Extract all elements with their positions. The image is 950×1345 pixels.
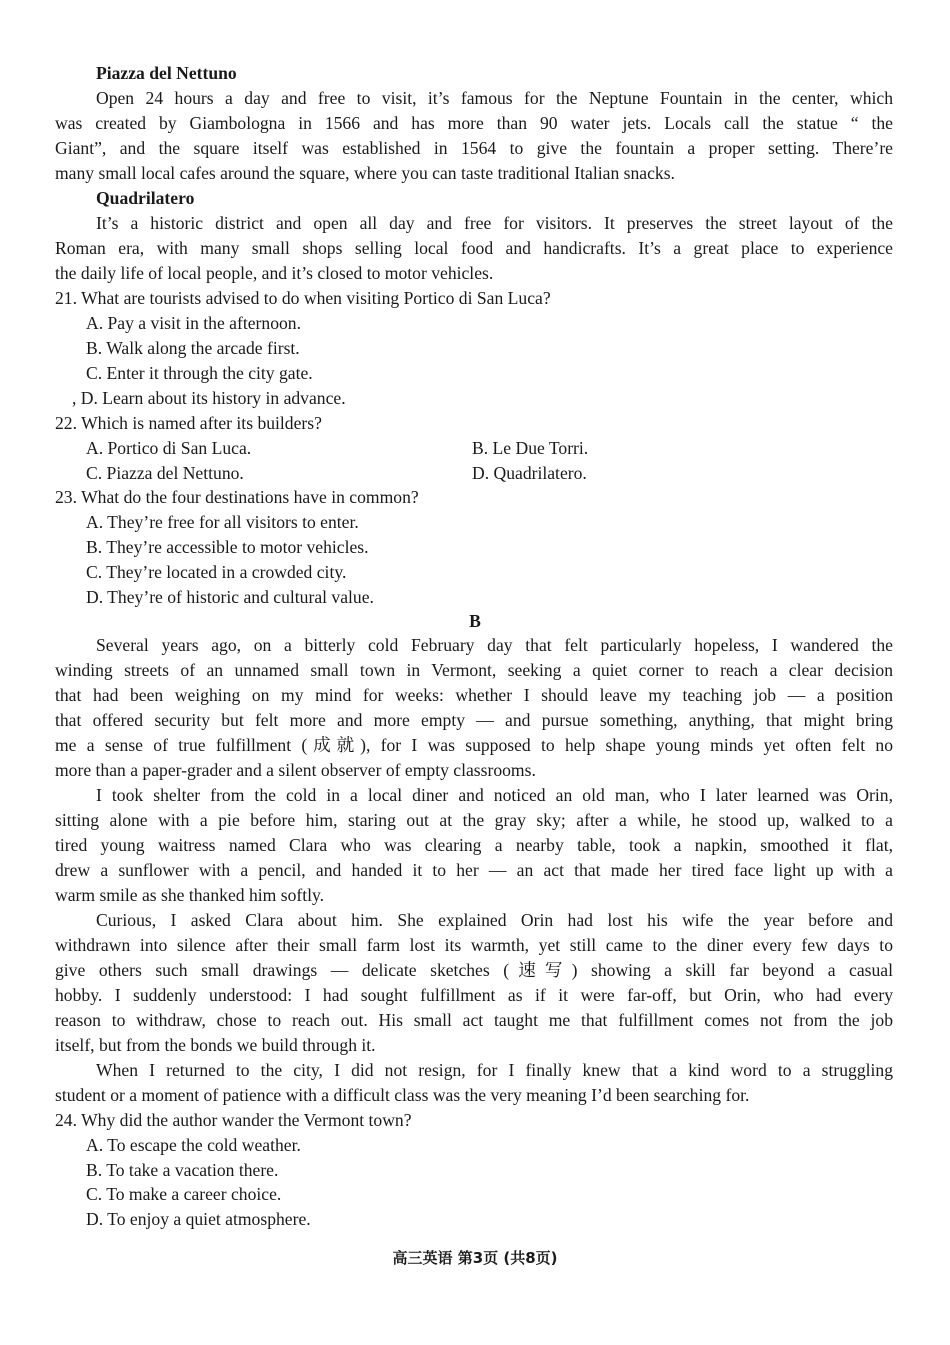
question-22-stem: 22. Which is named after its builders? bbox=[55, 413, 322, 433]
passage-b-label: B bbox=[469, 611, 481, 631]
page-footer: 高三英语 第3页 (共8页) bbox=[392, 1249, 558, 1267]
text-line: When I returned to the city, I did not resign, for I finally knew that a kind word to a struggling bbox=[96, 1060, 893, 1080]
question-21-option-a: A. Pay a visit in the afternoon. bbox=[86, 313, 301, 333]
question-24-option-c: C. To make a career choice. bbox=[86, 1184, 282, 1204]
question-24-stem: 24. Why did the author wander the Vermont town? bbox=[55, 1110, 412, 1130]
question-23-option-a: A. They’re free for all visitors to enter. bbox=[86, 512, 359, 532]
question-23-option-b: B. They’re accessible to motor vehicles. bbox=[86, 537, 369, 557]
text-line: many small local cafes around the square, where you can taste traditional Italian snacks. bbox=[55, 163, 675, 183]
text-line: reason to withdraw, chose to reach out. His small act taught me that fulfillment comes not from the job bbox=[55, 1010, 893, 1030]
question-23-option-c: C. They’re located in a crowded city. bbox=[86, 562, 347, 582]
text-line: Open 24 hours a day and free to visit, it’s famous for the Neptune Fountain in the center, which bbox=[96, 88, 893, 108]
text-line: winding streets of an unnamed small town in Vermont, seeking a quiet corner to reach a clear decision bbox=[55, 660, 893, 680]
text-line: student or a moment of patience with a difficult class was the very meaning I’d been searching for. bbox=[55, 1085, 750, 1105]
question-22-option-c: C. Piazza del Nettuno. bbox=[86, 463, 244, 483]
text-line: was created by Giambologna in 1566 and has more than 90 water jets. Locals call the statue “ the bbox=[55, 113, 893, 133]
text-line: Roman era, with many small shops selling local food and handicrafts. It’s a great place to experience bbox=[55, 238, 893, 258]
question-21-stem: 21. What are tourists advised to do when visiting Portico di San Luca? bbox=[55, 288, 551, 308]
question-22-option-b: B. Le Due Torri. bbox=[472, 438, 589, 458]
question-23-option-d: D. They’re of historic and cultural value. bbox=[86, 587, 374, 607]
section-heading-quadrilatero: Quadrilatero bbox=[96, 188, 195, 208]
text-line: drew a sunflower with a pencil, and handed it to her — an act that made her tired face light up with a bbox=[55, 860, 893, 880]
text-line: warm smile as she thanked him softly. bbox=[55, 885, 325, 905]
question-22-option-d: D. Quadrilatero. bbox=[472, 463, 587, 483]
text-line: that offered security but felt more and more empty — and pursue something, anything, that might bring bbox=[55, 710, 893, 730]
text-line: I took shelter from the cold in a local diner and noticed an old man, who I later learned was Orin, bbox=[96, 785, 893, 805]
text-line: Giant”, and the square itself was established in 1564 to give the fountain a proper setting. There’re bbox=[55, 138, 893, 158]
question-24-option-b: B. To take a vacation there. bbox=[86, 1160, 279, 1180]
question-24-option-a: A. To escape the cold weather. bbox=[86, 1135, 301, 1155]
question-21-option-b: B. Walk along the arcade first. bbox=[86, 338, 300, 358]
question-21-option-c: C. Enter it through the city gate. bbox=[86, 363, 313, 383]
text-line: Several years ago, on a bitterly cold February day that felt particularly hopeless, I wandered the bbox=[96, 635, 893, 655]
text-line: that had been weighing on my mind for weeks: whether I should leave my teaching job — a position bbox=[55, 685, 893, 705]
text-line: me a sense of true fulfillment (成就), for I was supposed to help shape young minds yet often felt no bbox=[55, 735, 893, 755]
question-22-option-a: A. Portico di San Luca. bbox=[86, 438, 252, 458]
question-24-option-d: D. To enjoy a quiet atmosphere. bbox=[86, 1209, 311, 1229]
question-21-option-d: , D. Learn about its history in advance. bbox=[72, 388, 346, 408]
text-line: give others such small drawings — delicate sketches (速写) showing a skill far beyond a casual bbox=[55, 960, 893, 980]
text-line: itself, but from the bonds we build through it. bbox=[55, 1035, 376, 1055]
text-line: sitting alone with a pie before him, staring out at the gray sky; after a while, he stood up, walked to a bbox=[55, 810, 893, 830]
section-heading-piazza: Piazza del Nettuno bbox=[96, 63, 237, 83]
text-line: withdrawn into silence after their small farm lost its warmth, yet still came to the diner every few days to bbox=[55, 935, 893, 955]
text-line: Curious, I asked Clara about him. She explained Orin had lost his wife the year before and bbox=[96, 910, 893, 930]
text-line: tired young waitress named Clara who was clearing a nearby table, took a napkin, smoothed it flat, bbox=[55, 835, 893, 855]
question-23-stem: 23. What do the four destinations have in common? bbox=[55, 487, 419, 507]
text-line: more than a paper-grader and a silent observer of empty classrooms. bbox=[55, 760, 536, 780]
text-line: hobby. I suddenly understood: I had sought fulfillment as if it were far-off, but Orin, who had every bbox=[55, 985, 893, 1005]
text-line: the daily life of local people, and it’s closed to motor vehicles. bbox=[55, 263, 494, 283]
text-line: It’s a historic district and open all day and free for visitors. It preserves the street layout of the bbox=[96, 213, 893, 233]
